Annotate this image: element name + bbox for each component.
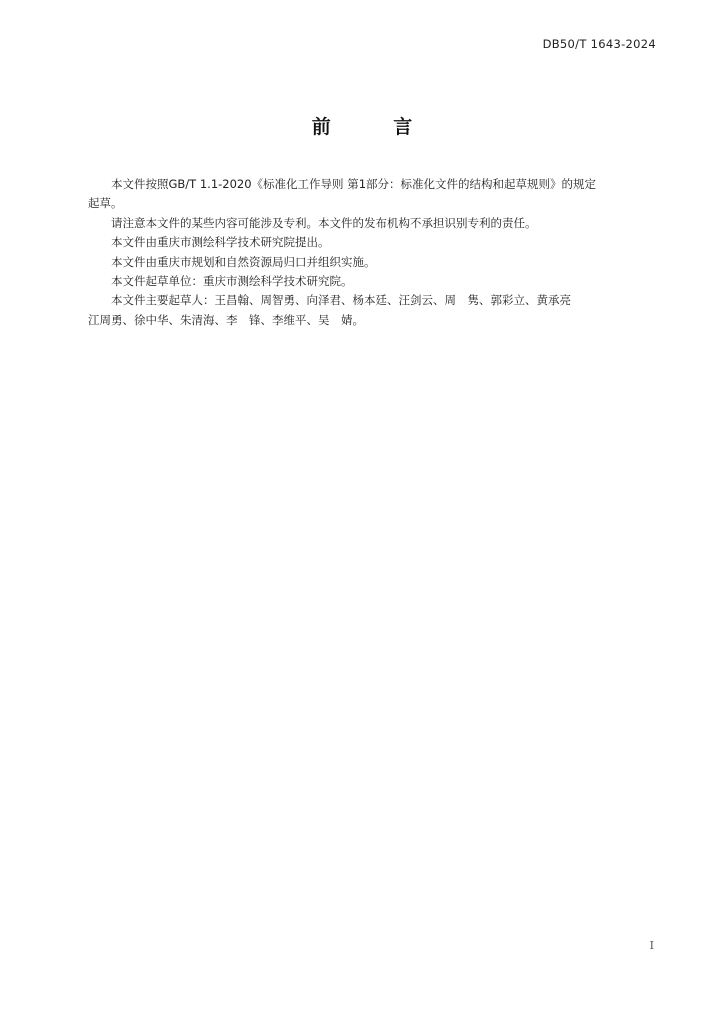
paragraph-patent-notice: 请注意本文件的某些内容可能涉及专利。本文件的发布机构不承担识别专利的责任。 [111, 215, 537, 230]
paragraph-line: 本文件主要起草人：王昌翰、周智勇、向泽君、杨本廷、汪剑云、周 隽、郭彩立、黄承亮 [111, 293, 571, 308]
paragraph-drafting-unit: 本文件起草单位：重庆市测绘科学技术研究院。 [111, 274, 353, 289]
foreword-body [88, 175, 660, 330]
page-title: 前 言 [311, 116, 441, 138]
standard-code: DB50/T 1643-2024 [542, 37, 656, 51]
paragraph-drafting-rules [88, 175, 660, 214]
paragraph-drafters [88, 291, 660, 330]
paragraph-line: 本文件按照GB/T 1.1-2020《标准化工作导则 第1部分：标准化文件的结构和起草规则》的规定 [111, 177, 597, 191]
paragraph-line: 江周勇、徐中华、朱清海、李 锋、李维平、吴 婧。 [88, 312, 364, 327]
paragraph-line: 起草。 [88, 196, 123, 211]
paragraph-administrator: 本文件由重庆市规划和自然资源局归口并组织实施。 [111, 254, 376, 269]
page-number: I [649, 939, 654, 952]
paragraph-proposer: 本文件由重庆市测绘科学技术研究院提出。 [111, 235, 330, 250]
